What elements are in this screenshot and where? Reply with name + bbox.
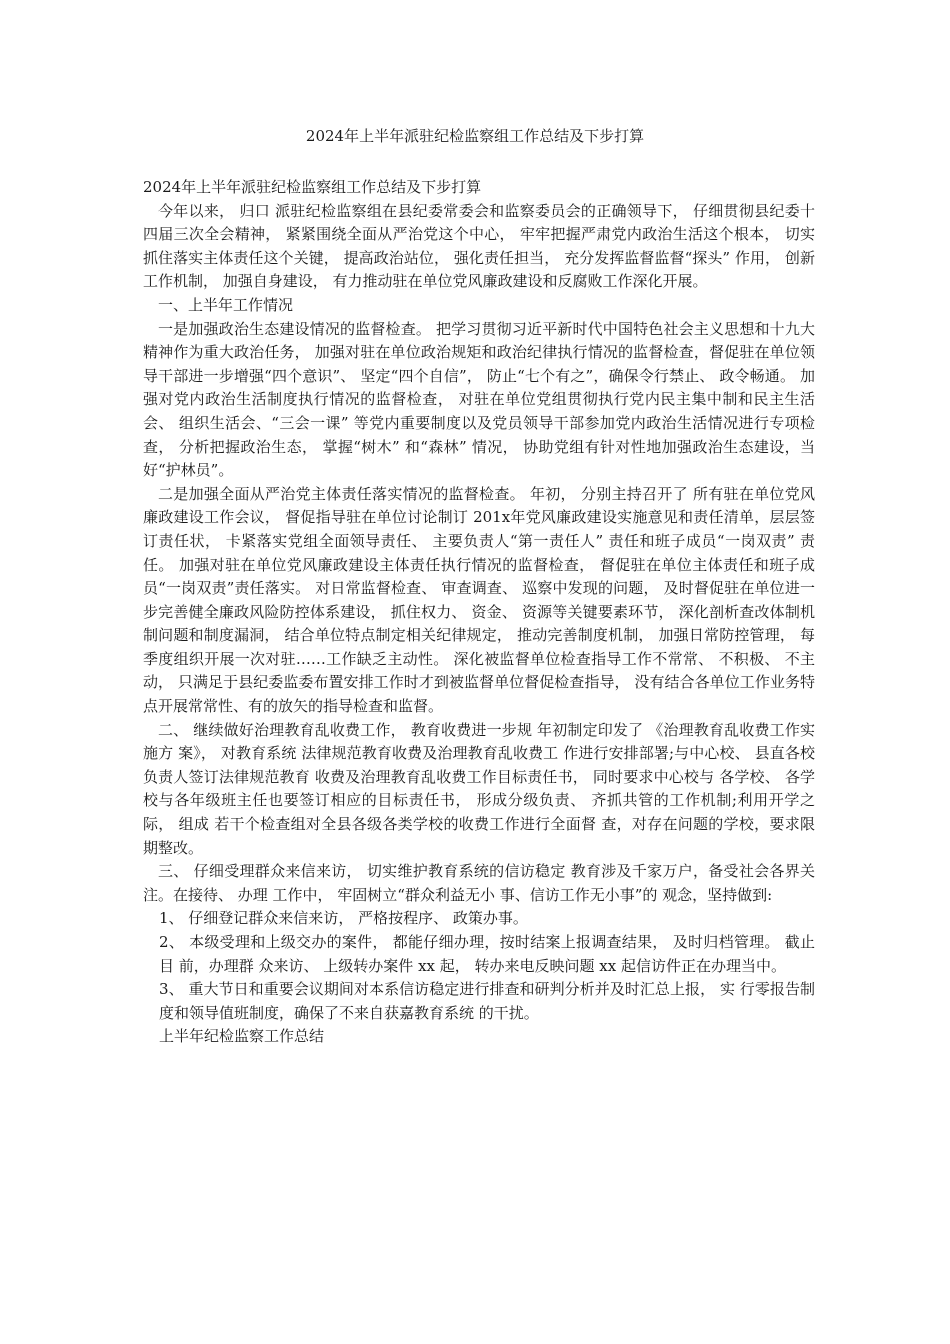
document-title: 2024年上半年派驻纪检监察组工作总结及下步打算 (305, 127, 645, 145)
closing-heading: 上半年纪检监察工作总结 (159, 1027, 325, 1046)
body-paragraph: 二、 继续做好治理教育乱收费工作， 教育收费进一步规 年初制定印发了 《治理教育乱收费工作实施方 案》， 对教育系统 法律规范教育收费及治理教育乱收费工 作进行安排部署;与中心校、 县直各校负责人签订法律规范教育 收费及治理教育乱收费工作目标责任书， 同时要求中心校与 各学校、 各学校与各年级班主任也要签订相应的目标责任书， 形成分级负责、 齐抓共管的工作机制;利用开学之际， 组成 若干个检查组对全县各级各类学校的收费工作进行全面督 查，对存在问题的学校，要求限期整改。 (143, 720, 815, 857)
section-heading: 一、上半年工作情况 (158, 295, 294, 314)
list-item: 2、 本级受理和上级交办的案件， 都能仔细办理，按时结案上报调查结果， 及时归档管理。 截止目 前，办理群 众来访、 上级转办案件 xx 起， 转办来电反映问题 xx 起信访件正在办理当中。 (159, 933, 815, 975)
document-body (143, 176, 815, 1049)
body-heading: 2024年上半年派驻纪检监察组工作总结及下步打算 (143, 178, 482, 196)
list-item: 3、 重大节日和重要会议期间对本系信访稳定进行排查和研判分析并及时汇总上报， 实 行零报告制度和领导值班制度，确保了不来自获嘉教育系统 的干扰。 (159, 980, 815, 1022)
body-paragraph: 一是加强政治生态建设情况的监督检查。 把学习贯彻习近平新时代中国特色社会主义思想和十九大精神作为重大政治任务， 加强对驻在单位政治规矩和政治纪律执行情况的监督检查，督促驻在单位领导干部进一步增强“四个意识”、 坚定“四个自信”， 防止“七个有之”，确保令行禁止、 政令畅通。 加强对党内政治生活制度执行情况的监督检查， 对驻在单位党组贯彻执行党内民主集中制和民主生活会、 组织生活会、“三会一课” 等党内重要制度以及党员领导干部参加党内政治生活情况进行专项检查， 分析把握政治生态， 掌握“树木” 和“森林” 情况， 协助党组有针对性地加强政治生态建设，当好“护林员”。 (143, 319, 815, 480)
intro-paragraph: 今年以来， 归口 派驻纪检监察组在县纪委常委会和监察委员会的正确领导下， 仔细贯彻县纪委十四届三次全会精神， 紧紧围绕全面从严治党这个中心， 牢牢把握严肃党内政治生活这个根本， 切实抓住落实主体责任这个关键， 提高政治站位， 强化责任担当， 充分发挥监督监督“探头” 作用， 创新工作机制， 加强自身建设， 有力推动驻在单位党风廉政建设和反腐败工作深化开展。 (143, 201, 815, 291)
list-item: 1、 仔细登记群众来信来访， 严格按程序、 政策办事。 (159, 909, 528, 928)
body-paragraph: 三、 仔细受理群众来信来访， 切实维护教育系统的信访稳定 教育涉及千家万户，备受社会各界关注。在接待、 办理 工作中， 牢固树立“群众利益无小 事、信访工作无小事”的 观念，坚持做到: (143, 862, 815, 904)
body-paragraph: 二是加强全面从严治党主体责任落实情况的监督检查。 年初， 分别主持召开了 所有驻在单位党风廉政建设工作会议， 督促指导驻在单位讨论制订 201x年党风廉政建设实施意见和责任清单，层层签订责任状， 卡紧落实党组全面领导责任、 主要负责人“第一责任人” 责任和班子成员“一岗双责” 责任。 加强对驻在单位党风廉政建设主体责任执行情况的监督检查， 督促驻在单位主体责任和班子成员“一岗双责”责任落实。 对日常监督检查、 审查调查、 巡察中发现的问题， 及时督促驻在单位进一步完善健全廉政风险防控体系建设， 抓住权力、 资金、 资源等关键要素环节， 深化剖析查改体制机制问题和制度漏洞， 结合单位特点制定相关纪律规定， 推动完善制度机制， 加强日常防控管理， 每季度组织开展一次对驻……工作缺乏主动性。 深化被监督单位检查指导工作不常常、 不积极、 不主动， 只满足于县纪委监委布置安排工作时才到被监督单位督促检查指导， 没有结合各单位工作业务特点开展常常性、有的放矢的指导检查和监督。 (143, 484, 815, 716)
